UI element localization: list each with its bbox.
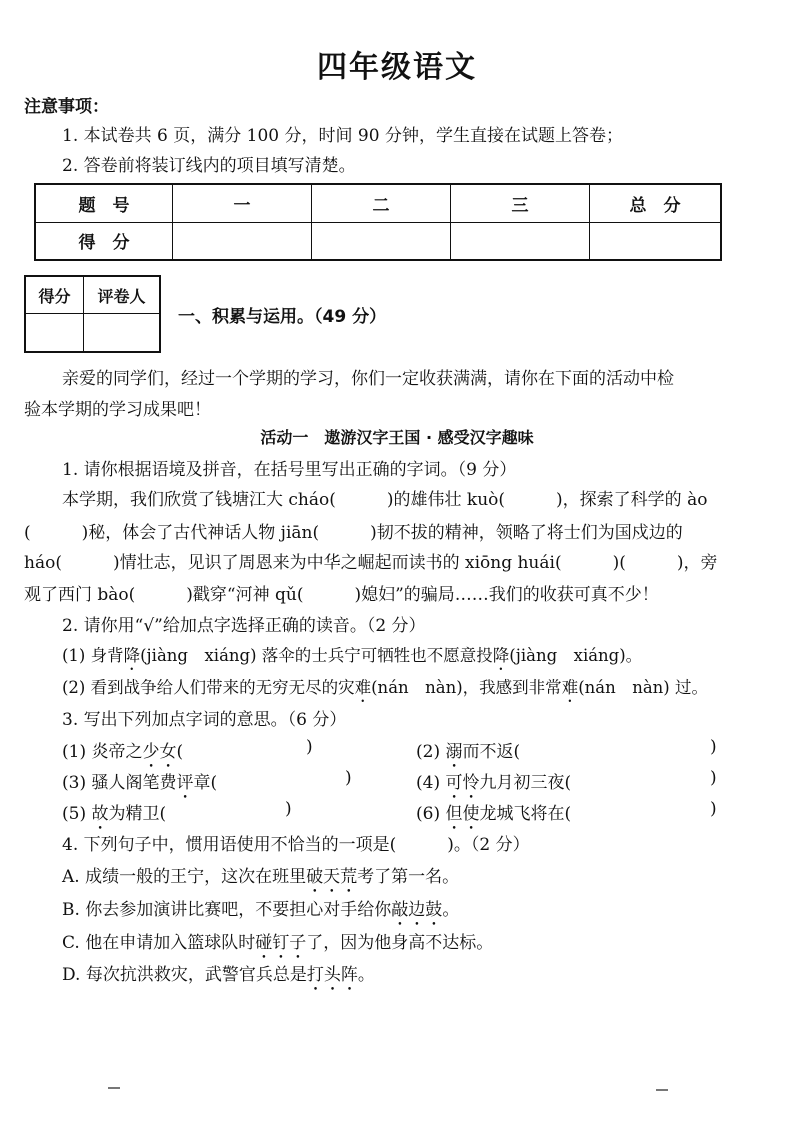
- q4-option-c: [62, 928, 493, 963]
- q1-line-4: 观了西门 bào( )戳穿“河神 qǔ( )媳妇”的骗局……我们的收获可真不少！: [24, 585, 659, 605]
- q3-item-1: [62, 737, 183, 772]
- dotted-char: 但使: [445, 804, 480, 824]
- q2-s1-text: (1) 身背: [62, 646, 124, 665]
- q4-option-b: [62, 895, 459, 930]
- notice-item-1: 1. 本试卷共 6 页，满分 100 分，时间 90 分钟，学生直接在试题上答卷；: [62, 126, 623, 146]
- q3-item-text: 为精卫(: [108, 804, 167, 824]
- q2-sentence-1: [62, 642, 642, 674]
- notice-item-2: 2. 答卷前将装订线内的项目填写清楚。: [62, 156, 356, 176]
- q3-item-4-close: ): [710, 768, 717, 788]
- q3-item-text: 章(: [193, 773, 218, 793]
- dotted-char: 难: [561, 678, 579, 697]
- q3-item-text: (3) 骚人阁笔费: [62, 773, 177, 793]
- scan-mark: [108, 1087, 120, 1089]
- q4-stem: 4. 下列句子中，惯用语使用不恰当的一项是( )。（2 分）: [62, 835, 530, 855]
- dotted-char: 难: [354, 678, 372, 697]
- q3-item-1-close: ): [306, 737, 313, 757]
- q3-item-3: [62, 768, 217, 803]
- q1-line-2: ( )秘，体会了古代神话人物 jiān( )韧不拔的精神，领略了将士们为国戍边的: [24, 523, 683, 543]
- q4-option-a: [62, 862, 459, 897]
- q2-s1-options: (jiàng xiáng)。: [509, 646, 643, 665]
- score-table: [34, 183, 722, 261]
- dotted-char: 可怜: [445, 773, 480, 793]
- q4-option-text: 。: [442, 900, 460, 920]
- dotted-char: 破天荒: [306, 867, 358, 887]
- q2-s1-options: (jiàng xiáng) 落伞的士兵宁可牺牲也不愿意投: [140, 646, 493, 665]
- score-table-cell: 二: [312, 184, 451, 222]
- activity-1-heading: 活动一 遨游汉字王国 · 感受汉字趣味: [260, 428, 534, 447]
- q4-option-text: D. 每次抗洪救灾，武警官兵总是: [62, 965, 307, 985]
- q3-item-text: (2): [416, 742, 446, 762]
- q3-item-6-close: ): [710, 799, 717, 819]
- q3-item-5: [62, 799, 166, 834]
- dotted-char: 溺: [445, 742, 463, 762]
- q3-item-text: 而不返(: [462, 742, 521, 762]
- q4-option-d: [62, 960, 375, 995]
- dotted-char: 评: [176, 773, 194, 793]
- dotted-char: 故: [91, 804, 109, 824]
- dotted-char: 降: [123, 646, 141, 665]
- q2-s2-options: (nán nàn) 过。: [578, 678, 708, 697]
- score-table-cell: 题 号: [35, 184, 173, 222]
- q3-item-4: [416, 768, 571, 803]
- score-table-header-row: [35, 184, 721, 222]
- notice-heading: 注意事项：: [24, 97, 109, 117]
- score-table-cell: 一: [173, 184, 312, 222]
- dotted-char: 打头阵: [306, 965, 358, 985]
- q3-item-2-close: ): [710, 737, 717, 757]
- score-table-cell: 总 分: [590, 184, 722, 222]
- score-table-input-cell[interactable]: [312, 222, 451, 260]
- grade-box-grader-cell[interactable]: [84, 314, 161, 353]
- q4-option-text: 。: [357, 965, 375, 985]
- q1-stem: 1. 请你根据语境及拼音，在括号里写出正确的字词。（9 分）: [62, 460, 517, 480]
- page-title: 四年级语文: [317, 50, 477, 85]
- q3-item-5-close: ): [285, 799, 292, 819]
- q4-option-text: A. 成绩一般的王宁，这次在班里: [62, 867, 307, 887]
- score-table-cell: 三: [451, 184, 590, 222]
- q3-item-text: (5): [62, 804, 92, 824]
- q1-line-1: 本学期，我们欣赏了钱塘江大 cháo( )的雄伟壮 kuò( )，探索了科学的 ào: [62, 490, 708, 510]
- score-table-score-row: [35, 222, 721, 260]
- q3-item-text: (1) 炎帝之: [62, 742, 143, 762]
- q3-item-6: [416, 799, 571, 834]
- q3-item-3-close: ): [345, 768, 352, 788]
- section-1-intro-line-2: 验本学期的学习成果吧！: [24, 400, 211, 420]
- q2-s2-options: (nán nàn)，我感到非常: [371, 678, 562, 697]
- dotted-char: 降: [492, 646, 510, 665]
- section-1-intro-line-1: 亲爱的同学们，经过一个学期的学习，你们一定收获满满，请你在下面的活动中检: [62, 369, 674, 389]
- q2-sentence-2: [62, 674, 708, 706]
- grade-box: [24, 275, 161, 353]
- score-table-input-cell[interactable]: [590, 222, 722, 260]
- q3-item-text: 龙城飞将在(: [479, 804, 572, 824]
- grade-box-score-label: 得分: [25, 276, 84, 314]
- q1-line-3: háo( )情壮志，见识了周恩来为中华之崛起而读书的 xiōng huái( )( )，旁: [24, 553, 718, 573]
- section-1-heading: 一、积累与运用。（49 分）: [178, 307, 387, 327]
- q4-option-text: C. 他在申请加入篮球队时: [62, 933, 256, 953]
- scan-mark: [656, 1089, 668, 1091]
- q4-option-text: 了，因为他身高不达标。: [306, 933, 494, 953]
- dotted-char: 少女: [142, 742, 177, 762]
- grade-box-score-cell[interactable]: [25, 314, 84, 353]
- q3-item-text: 九月初三夜(: [479, 773, 572, 793]
- score-table-input-cell[interactable]: [451, 222, 590, 260]
- q3-item-text: (: [176, 742, 184, 762]
- grade-box-grader-label: 评卷人: [84, 276, 161, 314]
- q3-item-text: (4): [416, 773, 446, 793]
- dotted-char: 碰钉子: [255, 933, 307, 953]
- score-table-input-cell[interactable]: [173, 222, 312, 260]
- q4-option-text: 考了第一名。: [357, 867, 460, 887]
- q2-stem: 2. 请你用“√”给加点字选择正确的读音。（2 分）: [62, 616, 426, 636]
- q3-item-2: [416, 737, 520, 772]
- q2-s2-text: (2) 看到战争给人们带来的无穷无尽的灾: [62, 678, 355, 697]
- q4-option-text: B. 你去参加演讲比赛吧，不要担心对手给你: [62, 900, 392, 920]
- q3-stem: 3. 写出下列加点字词的意思。（6 分）: [62, 710, 347, 730]
- score-table-cell: 得 分: [35, 222, 173, 260]
- q3-item-text: (6): [416, 804, 446, 824]
- dotted-char: 敲边鼓: [391, 900, 443, 920]
